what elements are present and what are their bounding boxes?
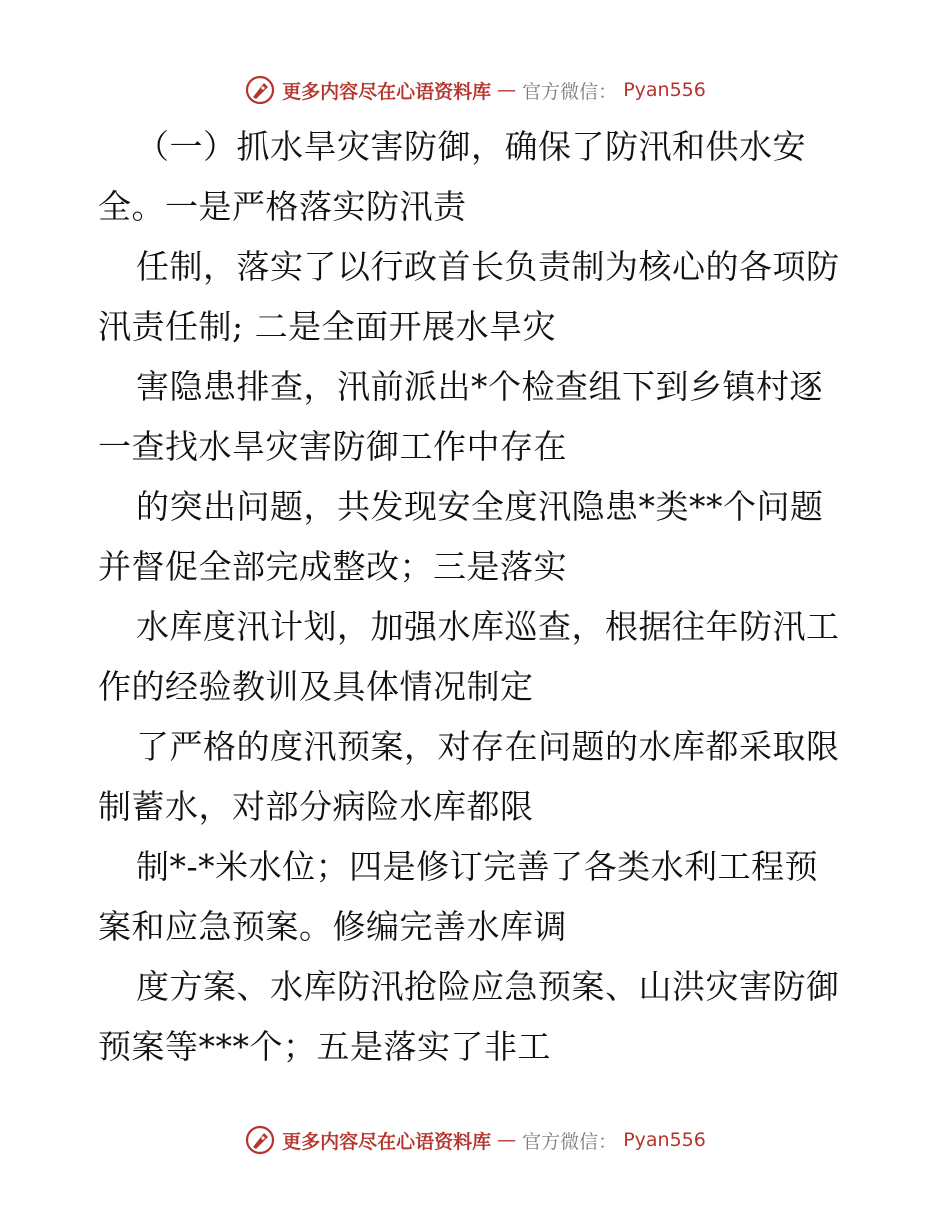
banner-separator: — (497, 79, 517, 101)
text-line: 案和应急预案。修编完善水库调 (98, 907, 567, 946)
banner-separator: — (497, 1129, 517, 1151)
text-line: 并督促全部完成整改；三是落实 (98, 547, 567, 586)
text-line: 预案等***个；五是落实了非工 (98, 1027, 551, 1066)
document-body (98, 117, 858, 1077)
text-line: 汛责任制; 二是全面开展水旱灾 (98, 307, 557, 346)
wechat-label: 官方微信： (522, 80, 618, 103)
header-banner (0, 72, 950, 108)
wechat-account: Pyan556 (623, 1129, 706, 1151)
footer-banner (0, 1122, 950, 1158)
text-line: 制*-*米水位；四是修订完善了各类水利工程预 (136, 847, 819, 886)
text-line: 的突出问题，共发现安全度汛隐患*类**个问题 (136, 487, 824, 526)
pen-nib-circle-icon (244, 1124, 276, 1156)
text-line: 一查找水旱灾害防御工作中存在 (98, 427, 567, 466)
text-line: 度方案、水库防汛抢险应急预案、山洪灾害防御 (136, 967, 840, 1006)
text-line: 制蓄水，对部分病险水库都限 (98, 787, 534, 826)
site-name: 更多内容尽在心语资料库 (282, 1130, 492, 1153)
wechat-label: 官方微信： (522, 1130, 618, 1153)
pen-nib-circle-icon (244, 74, 276, 106)
text-line: 害隐患排查，汛前派出*个检查组下到乡镇村逐 (136, 367, 823, 406)
text-line: 任制，落实了以行政首长负责制为核心的各项防 (136, 247, 840, 286)
text-line: （一）抓水旱灾害防御，确保了防汛和供水安 (136, 127, 806, 166)
text-line: 了严格的度汛预案，对存在问题的水库都采取限 (136, 727, 840, 766)
site-name: 更多内容尽在心语资料库 (282, 80, 492, 103)
text-line: 水库度汛计划，加强水库巡查，根据往年防汛工 (136, 607, 840, 646)
text-line: 作的经验教训及具体情况制定 (98, 667, 534, 706)
wechat-account: Pyan556 (623, 79, 706, 101)
text-line: 全。一是严格落实防汛责 (98, 187, 467, 226)
